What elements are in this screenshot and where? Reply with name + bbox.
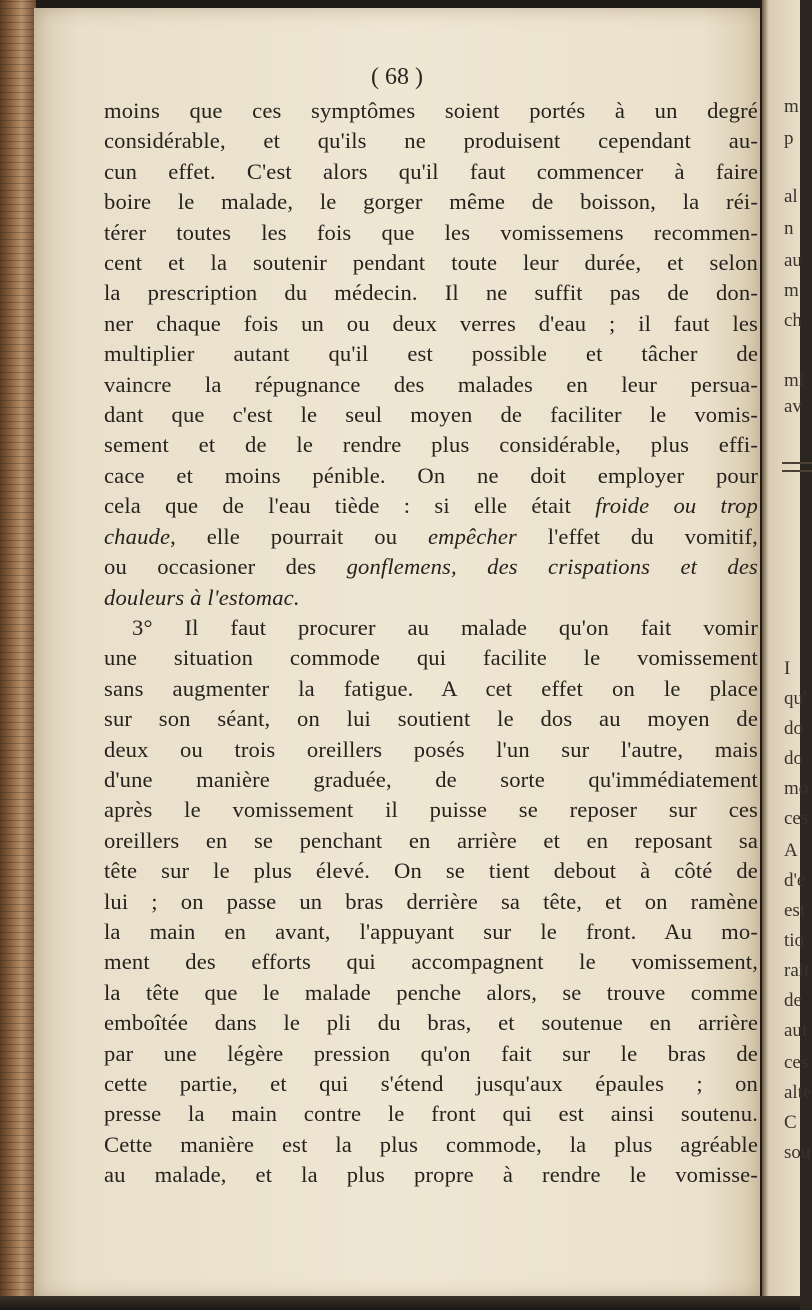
bottom-book-edge [0,1296,800,1310]
text-line: tête sur le plus élevé. On se tient debout à côté de [104,858,758,884]
text-line: sans augmenter la fatigue. A cet effet on le place [104,675,758,701]
adjacent-page-fragment: qu' [784,688,807,709]
adjacent-page-fragment: m [784,96,799,117]
text-line: Cette manière est la plus commode, la plus agréable [104,1131,758,1157]
text-line-mixed [104,491,758,521]
text-segment: ou occasioner des [104,554,317,580]
text-line: cace et moins pénible. On ne doit employer pour [104,462,758,488]
adjacent-page-fragment: de [784,990,802,1011]
adjacent-page-fragment: tio [784,930,805,951]
text-line: au malade, et la plus propre à rendre le vomisse- [104,1162,758,1188]
adjacent-page-fragment: mi [784,370,805,391]
text-line: multiplier autant qu'il est possible et tâcher de [104,341,758,367]
adjacent-page-fragment: do [784,718,803,739]
text-line: ment des efforts qui accompagnent le vomissement, [104,949,758,975]
adjacent-page-fragment: n [784,218,794,239]
text-line: une situation commode qui facilite le vomissement [104,645,758,671]
text-line: boire le malade, le gorger même de boisson, la réi- [104,189,758,215]
paragraph-start-line: 3° Il faut procurer au malade qu'on fait vomir [132,614,758,640]
adjacent-page-fragment: mo [784,778,809,799]
text-line: emboîtée dans le pli du bras, et soutenue en arrière [104,1010,758,1036]
text-line: la prescription du médecin. Il ne suffit pas de don- [104,280,758,306]
adjacent-page-fragment: est [784,900,806,921]
text-segment: cela que de l'eau tiède : si elle était [104,493,572,519]
adjacent-page-fragment: C [784,1112,797,1133]
text-segment: l'effet du vomitif, [547,523,758,549]
adjacent-page-fragment: ces [784,1052,809,1073]
text-line: cun effet. C'est alors qu'il faut commencer à faire [104,158,758,184]
text-line: cent et la soutenir pendant toute leur durée, et selon [104,250,758,276]
adjacent-page-fragment: aut [784,1020,808,1041]
adjacent-page-edge [762,0,812,1310]
text-line: la tête que le malade penche alors, se trouve comme [104,979,758,1005]
adjacent-page-fragment: A [784,840,798,861]
adjacent-page-fragment: m [784,280,799,301]
adjacent-page-fragment: ch [784,310,802,331]
text-line: sement et de le rendre plus considérable, plus effi- [104,432,758,458]
left-book-edge [0,0,36,1310]
adjacent-page-fragment: I [784,658,791,679]
italic-segment: gonflemens, des crispations et des [346,554,758,580]
text-line: sur son séant, on lui soutient le dos au moyen de [104,706,758,732]
page-number: ( 68 ) [371,64,423,90]
adjacent-page-rule [782,470,812,472]
adjacent-page-fragment: ces [784,808,809,829]
text-line: moins que ces symptômes soient portés à un degré [104,98,758,123]
text-segment: , elle pourrait ou [170,523,398,549]
text-line: la main en avant, l'appuyant sur le front. Au mo- [104,918,758,944]
adjacent-page-fragment: au [784,250,802,271]
adjacent-page-fragment: do [784,748,803,769]
text-line: ner chaque fois un ou deux verres d'eau ; il faut les [104,310,758,336]
adjacent-page-fragment: al [784,186,798,207]
text-line: presse la main contre le front qui est ainsi soutenu. [104,1101,758,1127]
text-line-mixed [104,552,758,582]
text-line: deux ou trois oreillers posés l'un sur l'autre, mais [104,736,758,762]
italic-segment: empêcher [427,523,517,549]
text-line: par une légère pression qu'on fait sur le bras de [104,1040,758,1066]
adjacent-page-fragment: d'e [784,870,806,891]
adjacent-page-fragment: rait [784,960,810,981]
text-line: oreillers en se penchant en arrière et en reposant sa [104,827,758,853]
adjacent-page-fragment: p [784,128,794,149]
adjacent-page-rule [782,462,812,464]
page-body-text [104,96,758,1191]
text-line: vaincre la répugnance des malades en leur persua- [104,371,758,397]
text-line: d'une manière graduée, de sorte qu'immédiatement [104,766,758,792]
text-line: considérable, et qu'ils ne produisent cependant au- [104,128,758,154]
text-line-mixed [104,522,758,552]
text-line-italic [104,583,758,613]
text-line: après le vomissement il puisse se reposer sur ces [104,797,758,823]
adjacent-page-fragment: sou [784,1142,811,1163]
text-line: lui ; on passe un bras derrière sa tête, et on ramène [104,888,758,914]
text-line: cette partie, et qui s'étend jusqu'aux épaules ; on [104,1071,758,1096]
italic-segment: froide ou trop [595,493,758,519]
italic-segment: douleurs à l'estomac. [104,584,300,610]
italic-segment: chaude [104,523,171,549]
text-line: dant que c'est le seul moyen de faciliter le vomis- [104,402,758,428]
adjacent-page-fragment: alte [784,1082,812,1103]
text-line: térer toutes les fois que les vomissemens recommen- [104,219,758,245]
adjacent-page-fragment: av [784,396,802,417]
